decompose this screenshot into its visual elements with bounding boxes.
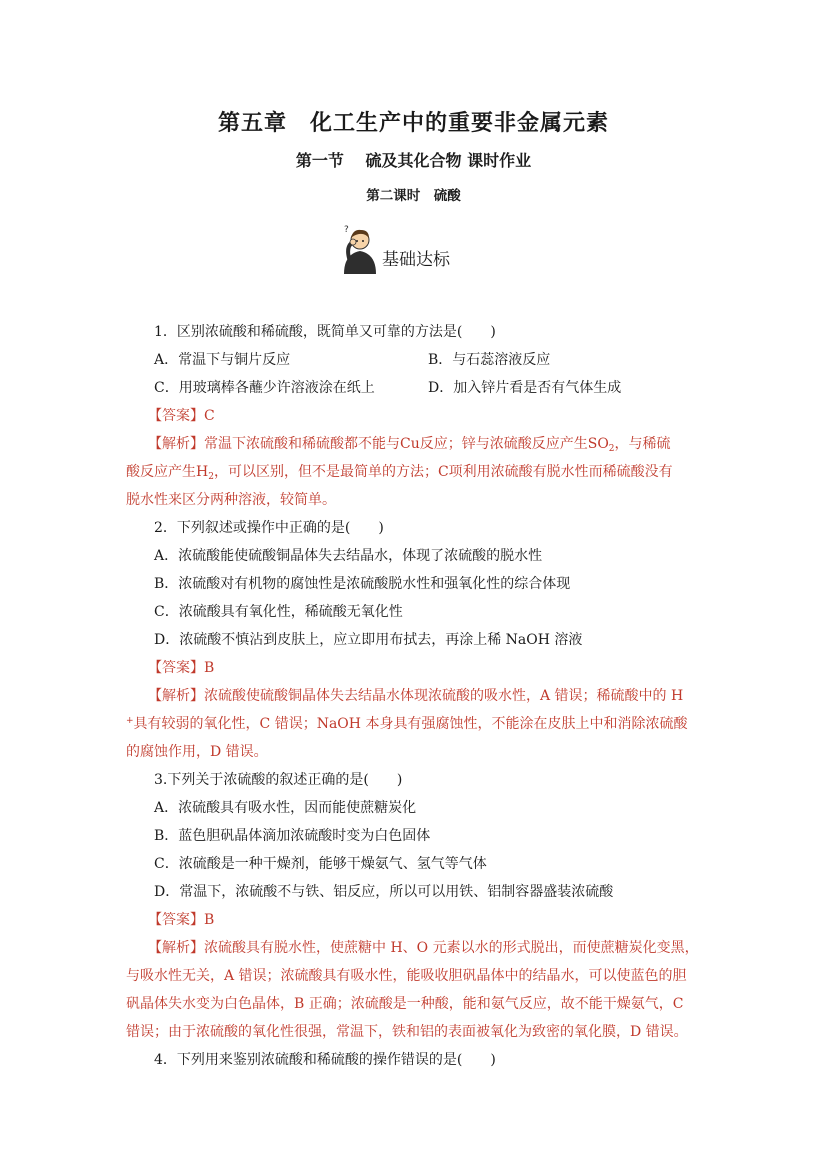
q1-option-a: A．常温下与铜片反应 xyxy=(154,352,291,368)
q3-option-b: B．蓝色胆矾晶体滴加浓硫酸时变为白色固体 xyxy=(154,828,431,844)
q2-option-d: D．浓硫酸不慎沾到皮肤上，应立即用布拭去，再涂上稀 NaOH 溶液 xyxy=(154,632,583,648)
q3-explanation-line-1: 【解析】浓硫酸具有脱水性，使蔗糖中 H、O 元素以水的形式脱出，而使蔗糖炭化变黑， xyxy=(148,940,699,956)
q2-explanation-line-3: 的腐蚀作用，D 错误。 xyxy=(126,744,268,760)
q3-stem: 3.下列关于浓硫酸的叙述正确的是( ) xyxy=(154,772,403,788)
q1-answer: 【答案】C xyxy=(148,408,215,424)
q2-option-b: B．浓硫酸对有机物的腐蚀性是浓硫酸脱水性和强氧化性的综合体现 xyxy=(154,576,571,592)
q1-explanation-line-1: 【解析】常温下浓硫酸和稀硫酸都不能与Cu反应；锌与浓硫酸反应产生$SO_2$，与稀硫 xyxy=(148,436,671,454)
q3-answer: 【答案】B xyxy=(148,912,215,928)
section-title: 第一节 硫及其化合物 课时作业 xyxy=(295,151,532,170)
lesson-title: 第二课时 硫酸 xyxy=(366,188,461,204)
q3-explanation-line-4: 错误；由于浓硫酸的氧化性很强，常温下，铁和铝的表面被氧化为致密的氧化膜，D 错误。 xyxy=(126,1024,688,1040)
q3-option-d: D．常温下，浓硫酸不与铁、铝反应，所以可以用铁、铝制容器盛装浓硫酸 xyxy=(154,884,614,900)
q1-explanation-line-3: 脱水性来区分两种溶液，较简单。 xyxy=(126,492,336,508)
q2-option-a: A．浓硫酸能使硫酸铜晶体失去结晶水，体现了浓硫酸的脱水性 xyxy=(154,548,543,564)
thinking-boy-icon xyxy=(340,222,380,274)
section-banner xyxy=(340,222,450,274)
q3-option-c: C．浓硫酸是一种干燥剂，能够干燥氨气、氢气等气体 xyxy=(154,856,487,872)
q2-explanation-line-1: 【解析】浓硫酸使硫酸铜晶体失去结晶水体现浓硫酸的吸水性，A 错误；稀硫酸中的 H xyxy=(148,688,684,704)
svg-text:?: ? xyxy=(344,225,349,235)
q2-option-c: C．浓硫酸具有氧化性，稀硫酸无氧化性 xyxy=(154,604,403,620)
q2-explanation-line-2: +具有较弱的氧化性，C 错误；NaOH 本身具有强腐蚀性，不能涂在皮肤上中和消除浓硫酸 xyxy=(126,716,688,732)
q2-answer: 【答案】B xyxy=(148,660,215,676)
q3-explanation-line-2: 与吸水性无关，A 错误；浓硫酸具有吸水性，能吸收胆矾晶体中的结晶水，可以使蓝色的胆 xyxy=(126,968,687,984)
q4-stem: 4．下列用来鉴别浓硫酸和稀硫酸的操作错误的是( ) xyxy=(154,1052,496,1068)
q1-option-b: B．与石蕊溶液反应 xyxy=(428,352,551,368)
q3-option-a: A．浓硫酸具有吸水性，因而能使蔗糖炭化 xyxy=(154,800,417,816)
q2-stem: 2．下列叙述或操作中正确的是( ) xyxy=(154,520,384,536)
q1-explanation-line-2: 酸反应产生$H_2$，可以区别，但不是最简单的方法；C项利用浓硫酸有脱水性而稀硫酸没有 xyxy=(126,464,673,482)
q1-stem: 1．区别浓硫酸和稀硫酸，既简单又可靠的方法是( ) xyxy=(154,324,496,340)
section-heading: 基础达标 xyxy=(382,250,450,270)
chapter-title: 第五章 化工生产中的重要非金属元素 xyxy=(217,110,609,136)
q3-explanation-line-3: 矾晶体失水变为白色晶体，B 正确；浓硫酸是一种酸，能和氨气反应，故不能干燥氨气，C xyxy=(126,996,684,1012)
q1-option-d: D．加入锌片看是否有气体生成 xyxy=(428,380,622,396)
q1-option-c: C．用玻璃棒各蘸少许溶液涂在纸上 xyxy=(154,380,375,396)
